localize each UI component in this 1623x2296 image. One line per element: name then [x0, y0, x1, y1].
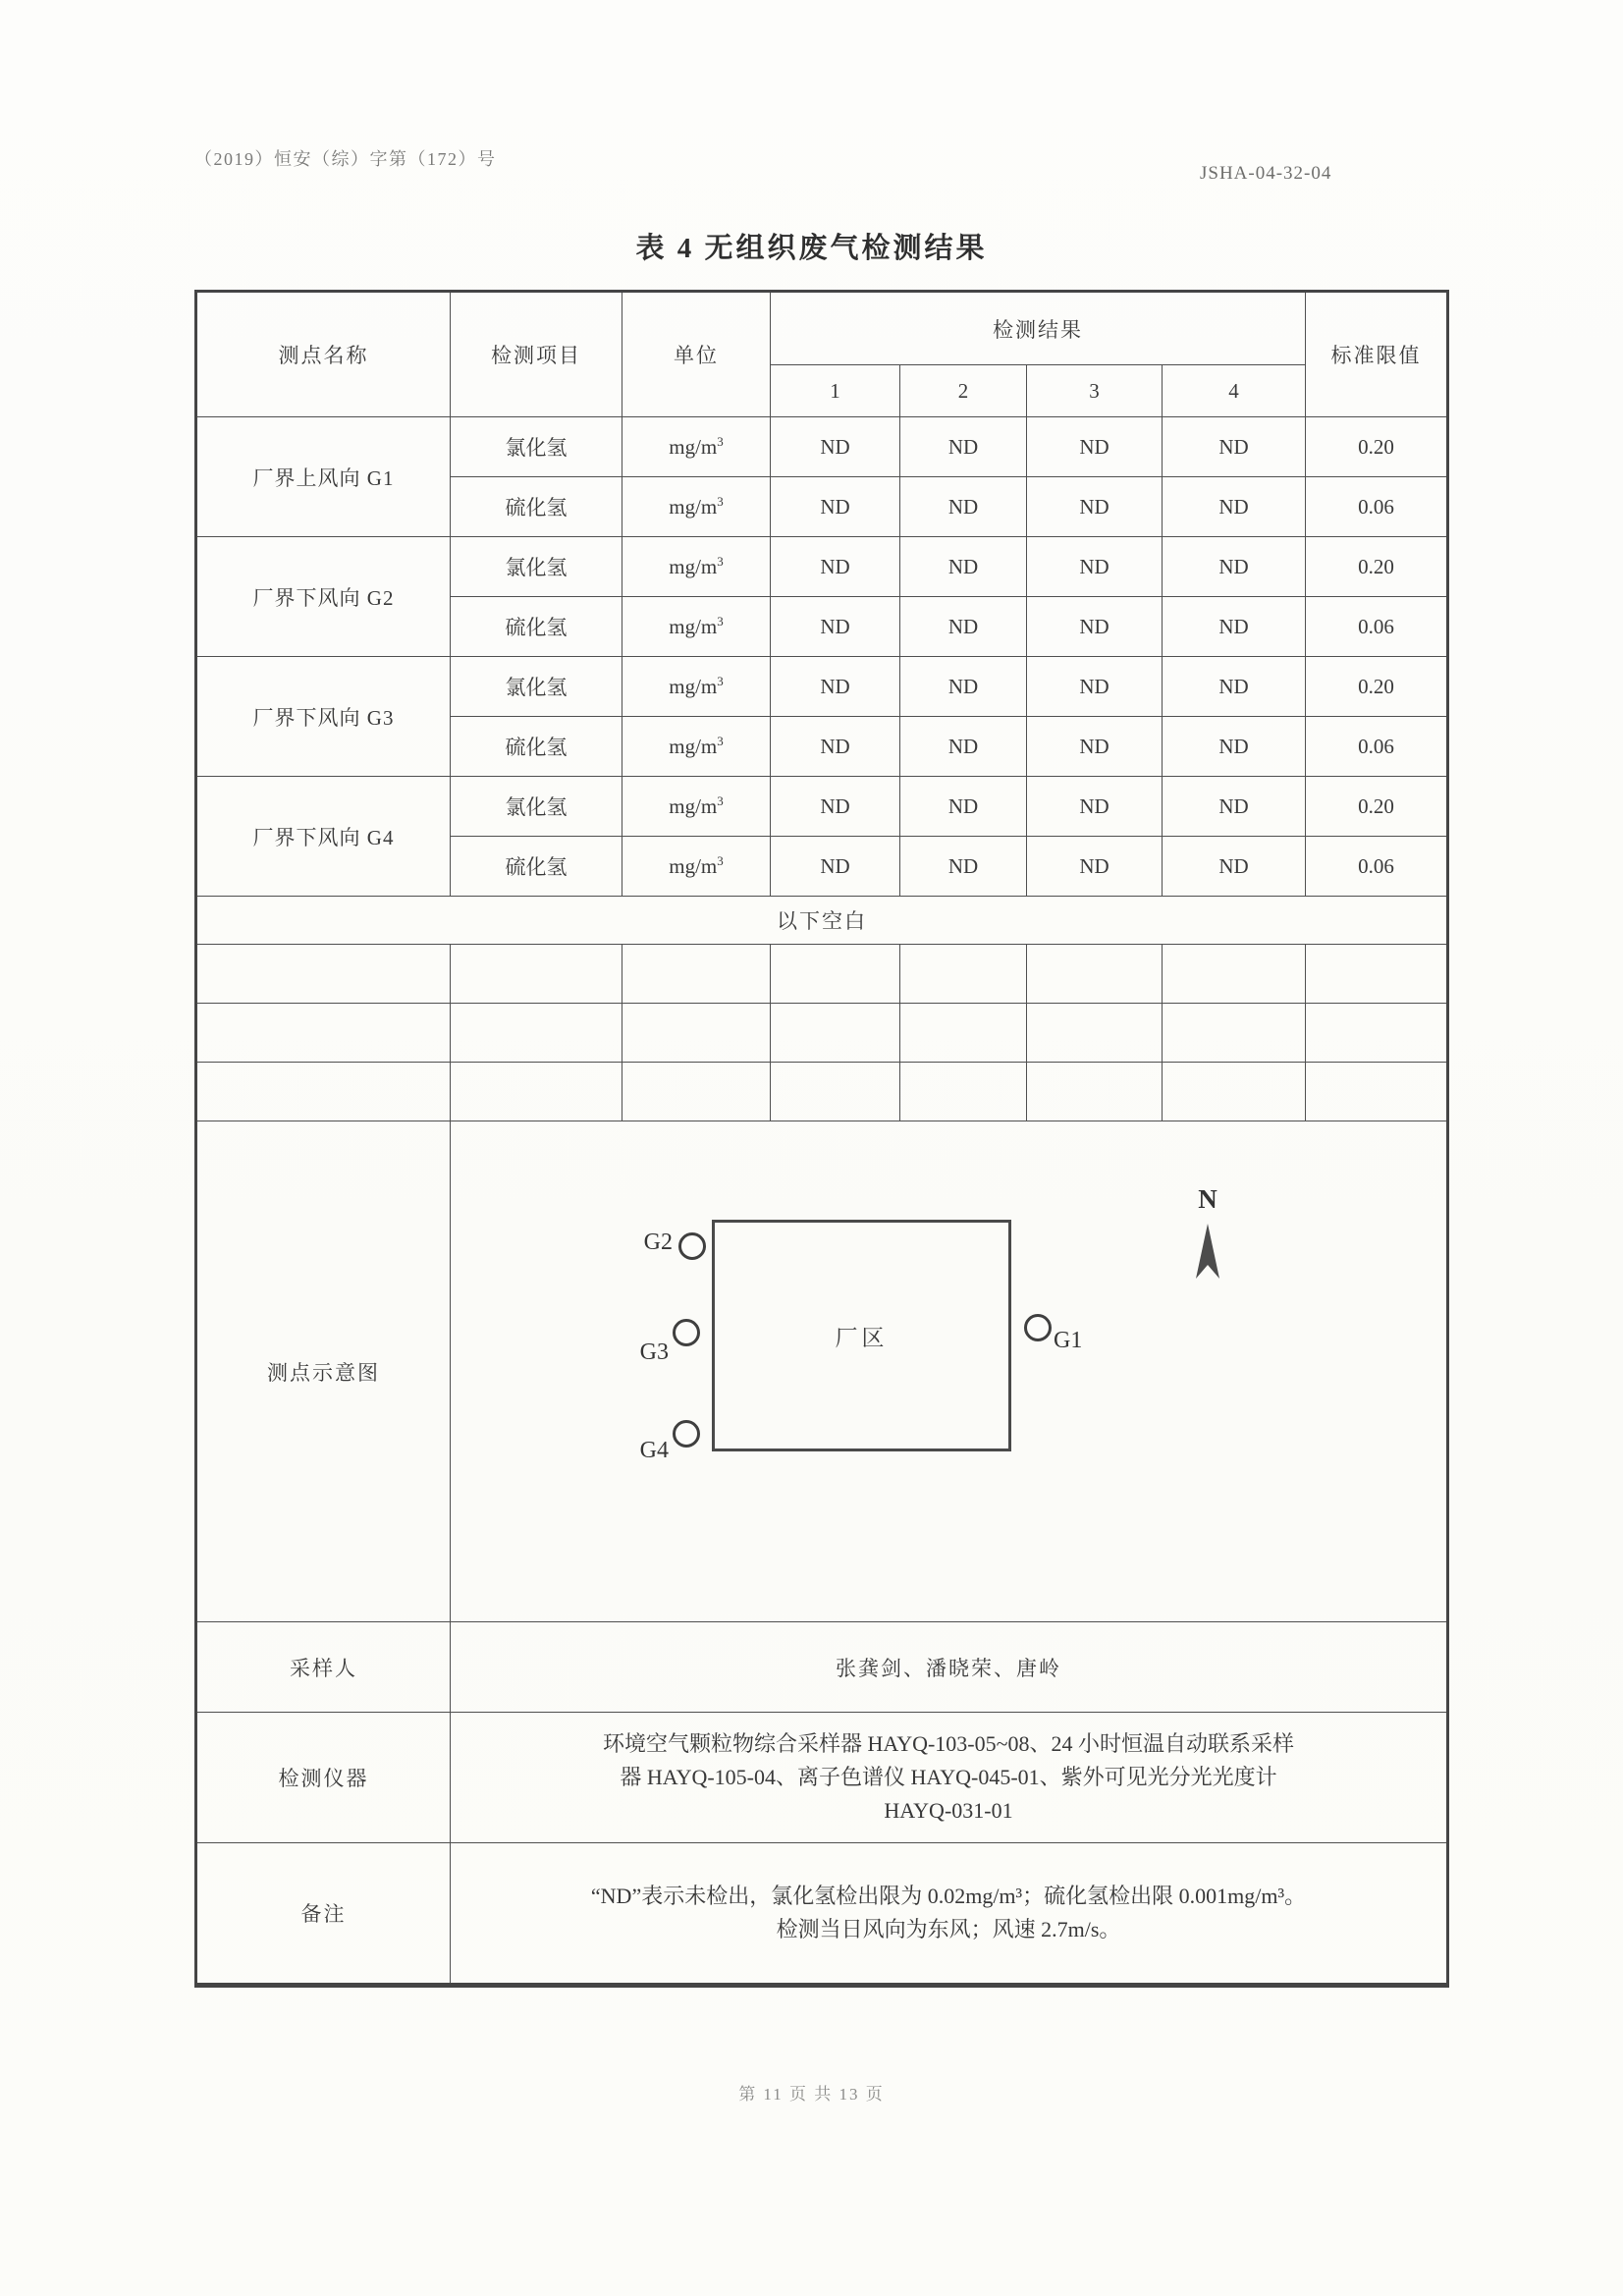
- empty-cell: [771, 1004, 900, 1063]
- result-cell: ND: [1163, 777, 1306, 837]
- empty-cell: [1306, 1063, 1448, 1121]
- blank-note-row: [196, 897, 1448, 945]
- empty-cell: [451, 945, 622, 1004]
- point-label-g1: G1: [1054, 1328, 1083, 1353]
- empty-cell: [900, 1004, 1027, 1063]
- unit-cell: $mg/m^3$: [622, 717, 771, 777]
- result-cell: ND: [1027, 777, 1163, 837]
- item-cell: 氯化氢: [451, 537, 622, 597]
- instruments-line: 环境空气颗粒物综合采样器 HAYQ-103-05~08、24 小时恒温自动联系采样: [602, 1731, 1295, 1756]
- instruments-line: 器 HAYQ-105-04、离子色谱仪 HAYQ-045-01、紫外可见光分光光度计: [620, 1765, 1277, 1789]
- result-cell: ND: [900, 477, 1027, 537]
- empty-cell: [1027, 1063, 1163, 1121]
- header-unit: 单位: [622, 292, 771, 417]
- header-result-4: 4: [1163, 365, 1306, 417]
- result-cell: ND: [900, 717, 1027, 777]
- result-cell: ND: [771, 777, 900, 837]
- empty-cell: [900, 945, 1027, 1004]
- result-cell: ND: [771, 597, 900, 657]
- result-cell: ND: [1027, 717, 1163, 777]
- point-circle-g2: [678, 1232, 706, 1260]
- header-limit: 标准限值: [1306, 292, 1448, 417]
- result-cell: ND: [771, 477, 900, 537]
- plant-area-label: 厂区: [835, 1325, 889, 1350]
- empty-cell: [1163, 1004, 1306, 1063]
- empty-cell: [771, 945, 900, 1004]
- item-cell: 硫化氢: [451, 717, 622, 777]
- limit-cell: 0.20: [1306, 417, 1448, 477]
- unit-cell: $mg/m^3$: [622, 777, 771, 837]
- result-cell: ND: [1027, 837, 1163, 897]
- header-row: [196, 292, 1448, 365]
- header-result-3: 3: [1027, 365, 1163, 417]
- result-cell: ND: [1163, 537, 1306, 597]
- result-cell: ND: [1027, 417, 1163, 477]
- table-row: [196, 417, 1448, 477]
- empty-row: [196, 1004, 1448, 1063]
- header-item: 检测项目: [451, 292, 622, 417]
- table-row: [196, 777, 1448, 837]
- header-result-2: 2: [900, 365, 1027, 417]
- limit-cell: 0.06: [1306, 597, 1448, 657]
- header-results: 检测结果: [771, 292, 1306, 365]
- empty-cell: [451, 1063, 622, 1121]
- results-table: [194, 290, 1449, 1988]
- sampler-row: [196, 1622, 1448, 1713]
- result-cell: ND: [1027, 537, 1163, 597]
- empty-row: [196, 945, 1448, 1004]
- unit-cell: $mg/m^3$: [622, 477, 771, 537]
- limit-cell: 0.06: [1306, 477, 1448, 537]
- point-circle-g4: [673, 1420, 700, 1448]
- result-cell: ND: [900, 417, 1027, 477]
- result-cell: ND: [1163, 837, 1306, 897]
- empty-cell: [1306, 945, 1448, 1004]
- remarks-label: 备注: [196, 1843, 451, 1986]
- instruments-row: [196, 1713, 1448, 1843]
- remarks-line: 检测当日风向为东风；风速 2.7m/s。: [776, 1917, 1121, 1941]
- header-point: 测点名称: [196, 292, 451, 417]
- empty-cell: [622, 945, 771, 1004]
- doc-code: JSHA-04-32-04: [1200, 163, 1332, 184]
- table-row: [196, 657, 1448, 717]
- result-cell: ND: [771, 837, 900, 897]
- empty-cell: [1163, 1063, 1306, 1121]
- limit-cell: 0.06: [1306, 717, 1448, 777]
- result-cell: ND: [771, 417, 900, 477]
- item-cell: 氯化氢: [451, 417, 622, 477]
- result-cell: ND: [771, 717, 900, 777]
- doc-number: （2019）恒安（综）字第（172）号: [194, 149, 497, 169]
- remarks-row: [196, 1843, 1448, 1986]
- point-label-g2: G2: [643, 1230, 673, 1255]
- item-cell: 硫化氢: [451, 837, 622, 897]
- result-cell: ND: [771, 537, 900, 597]
- unit-cell: $mg/m^3$: [622, 537, 771, 597]
- result-cell: ND: [1163, 417, 1306, 477]
- point-circle-g3: [673, 1319, 700, 1346]
- result-cell: ND: [1163, 657, 1306, 717]
- north-label: N: [1198, 1184, 1217, 1214]
- result-cell: ND: [900, 657, 1027, 717]
- item-cell: 氯化氢: [451, 777, 622, 837]
- diagram-row: [196, 1121, 1448, 1622]
- empty-cell: [196, 1004, 451, 1063]
- point-circle-g1: [1024, 1314, 1052, 1341]
- result-cell: ND: [900, 777, 1027, 837]
- empty-cell: [1306, 1004, 1448, 1063]
- result-cell: ND: [1163, 477, 1306, 537]
- empty-cell: [451, 1004, 622, 1063]
- unit-cell: $mg/m^3$: [622, 657, 771, 717]
- point-label-g4: G4: [639, 1438, 669, 1463]
- result-cell: ND: [900, 837, 1027, 897]
- item-cell: 氯化氢: [451, 657, 622, 717]
- empty-cell: [196, 1063, 451, 1121]
- point-name-cell: 厂界下风向 G4: [196, 777, 451, 897]
- limit-cell: 0.06: [1306, 837, 1448, 897]
- item-cell: 硫化氢: [451, 477, 622, 537]
- table-row: [196, 537, 1448, 597]
- instruments-label: 检测仪器: [196, 1713, 451, 1843]
- result-cell: ND: [1163, 717, 1306, 777]
- result-cell: ND: [900, 597, 1027, 657]
- sampler-value: 张龚剑、潘晓荣、唐岭: [451, 1622, 1448, 1713]
- empty-row: [196, 1063, 1448, 1121]
- limit-cell: 0.20: [1306, 777, 1448, 837]
- point-name-cell: 厂界下风向 G2: [196, 537, 451, 657]
- sampler-label: 采样人: [196, 1622, 451, 1713]
- empty-cell: [1163, 945, 1306, 1004]
- unit-cell: $mg/m^3$: [622, 837, 771, 897]
- empty-cell: [1027, 1004, 1163, 1063]
- result-cell: ND: [1027, 597, 1163, 657]
- page-footer: 第 11 页 共 13 页: [738, 2085, 885, 2104]
- limit-cell: 0.20: [1306, 657, 1448, 717]
- page-title: 表 4 无组织废气检测结果: [635, 233, 988, 264]
- result-cell: ND: [900, 537, 1027, 597]
- remarks-line: “ND”表示未检出，氯化氢检出限为 0.02mg/m³；硫化氢检出限 0.001mg/m³。: [590, 1884, 1307, 1908]
- diagram-row-label: 测点示意图: [196, 1121, 451, 1622]
- point-label-g3: G3: [639, 1339, 669, 1365]
- unit-cell: $mg/m^3$: [622, 597, 771, 657]
- instruments-line: HAYQ-031-01: [884, 1798, 1013, 1823]
- instruments-value: [451, 1713, 1448, 1843]
- plant-area-rect: [712, 1220, 1011, 1451]
- point-name-cell: 厂界上风向 G1: [196, 417, 451, 537]
- result-cell: ND: [1027, 657, 1163, 717]
- result-cell: ND: [1163, 597, 1306, 657]
- point-name-cell: 厂界下风向 G3: [196, 657, 451, 777]
- result-cell: ND: [771, 657, 900, 717]
- result-cell: ND: [1027, 477, 1163, 537]
- empty-cell: [622, 1004, 771, 1063]
- empty-cell: [196, 945, 451, 1004]
- empty-cell: [771, 1063, 900, 1121]
- remarks-value: [451, 1843, 1448, 1986]
- empty-cell: [900, 1063, 1027, 1121]
- north-arrow-icon: [1192, 1224, 1223, 1281]
- item-cell: 硫化氢: [451, 597, 622, 657]
- unit-cell: $mg/m^3$: [622, 417, 771, 477]
- measurement-point-diagram: [451, 1121, 1446, 1621]
- header-result-1: 1: [771, 365, 900, 417]
- limit-cell: 0.20: [1306, 537, 1448, 597]
- empty-cell: [1027, 945, 1163, 1004]
- blank-note: 以下空白: [196, 897, 1448, 945]
- diagram-cell: [451, 1121, 1448, 1622]
- empty-cell: [622, 1063, 771, 1121]
